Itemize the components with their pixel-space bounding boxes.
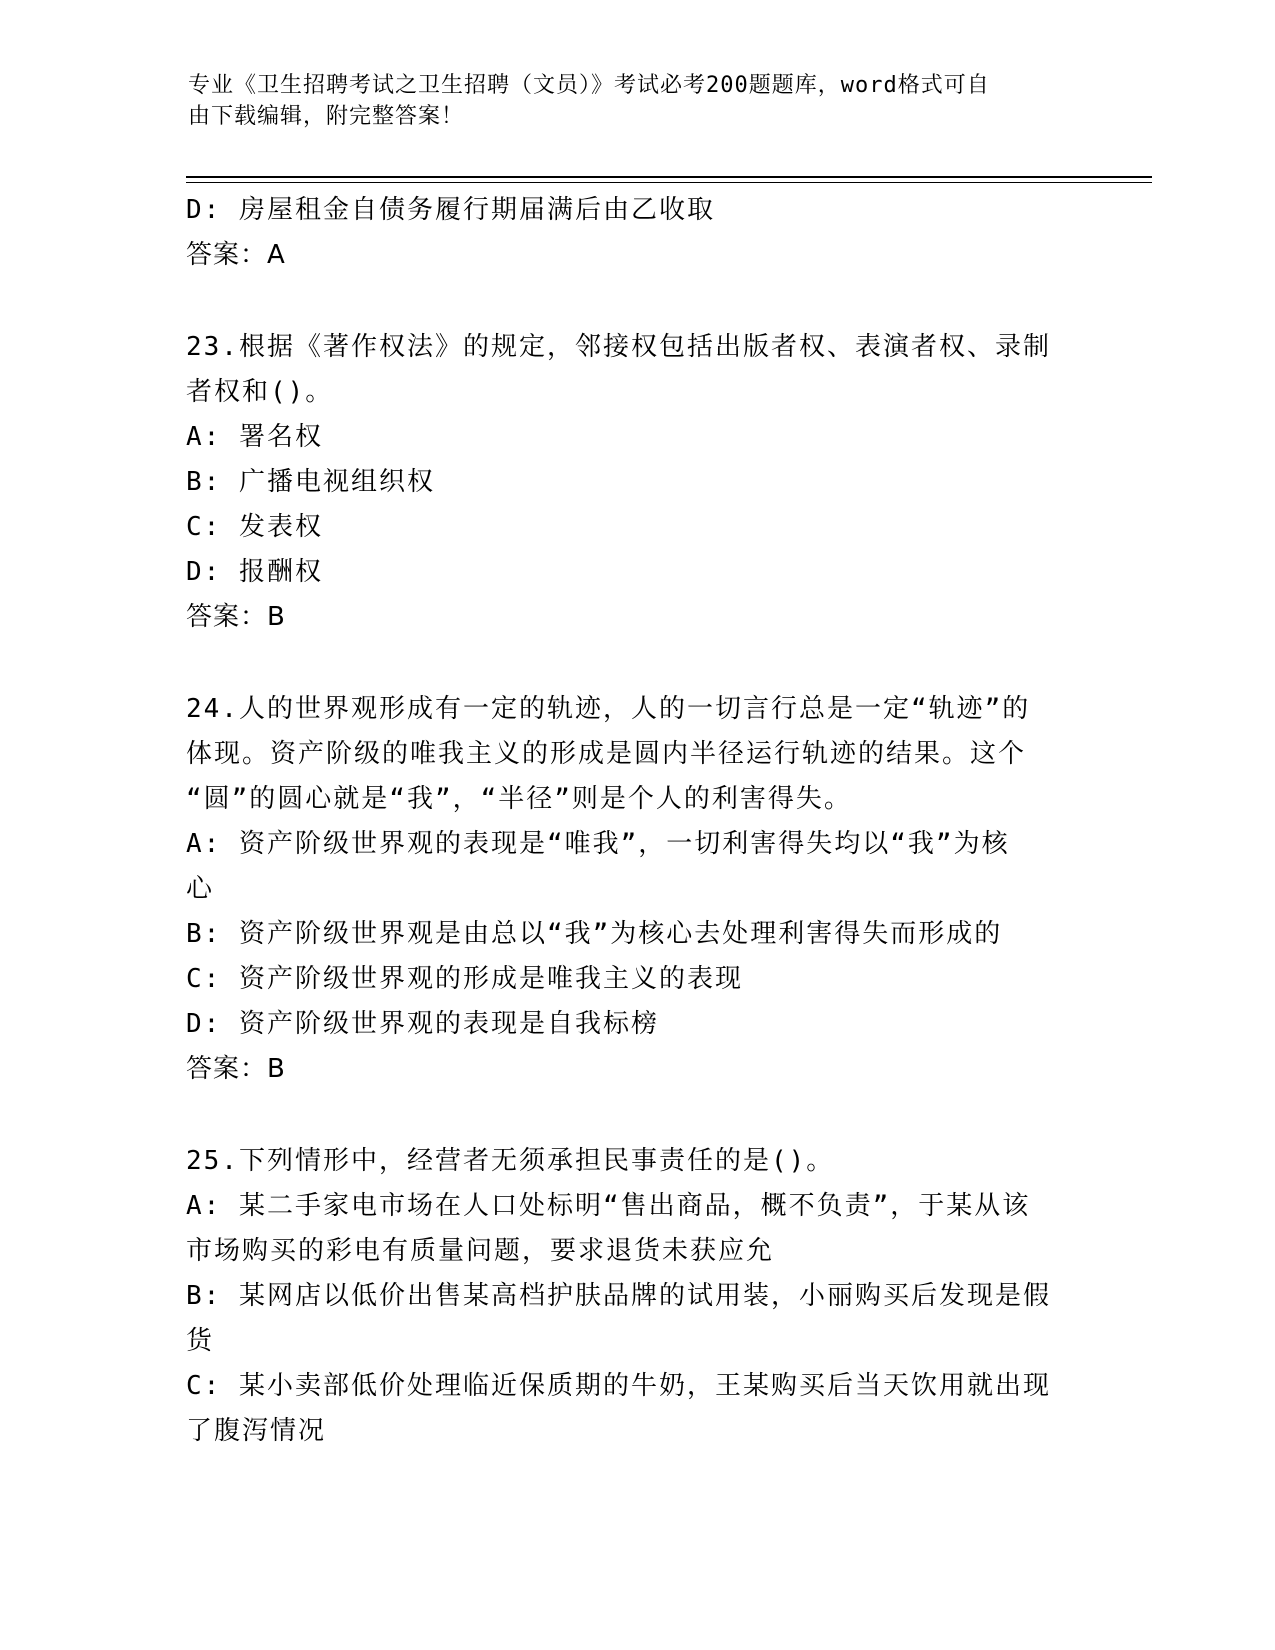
option-d: D: 资产阶级世界观的表现是自我标榜 — [186, 1009, 659, 1039]
option-d: D: 报酬权 — [186, 557, 323, 587]
spacer — [186, 640, 1076, 687]
option-a: A: 资产阶级世界观的表现是“唯我”，一切利害得失均以“我”为核 — [186, 829, 1010, 859]
question-stem-line: 24.人的世界观形成有一定的轨迹，人的一切言行总是一定“轨迹”的 — [186, 694, 1031, 724]
option-b: B: 广播电视组织权 — [186, 467, 435, 497]
option-c: C: 某小卖部低价处理临近保质期的牛奶，王某购买后当天饮用就出现 — [186, 1371, 1051, 1401]
answer-line: 答案：A — [186, 240, 286, 270]
page-header — [188, 70, 1068, 132]
question-25 — [186, 1139, 1076, 1454]
header-line-1: 专业《卫生招聘考试之卫生招聘（文员）》考试必考200题题库，word格式可自 — [188, 73, 990, 98]
answer-line: 答案：B — [186, 602, 286, 632]
header-line-2: 由下载编辑，附完整答案！ — [188, 104, 465, 129]
question-stem-line: 体现。资产阶级的唯我主义的形成是圆内半径运行轨迹的结果。这个 — [186, 739, 1027, 769]
option-b: B: 某网店以低价出售某高档护肤品牌的试用装，小丽购买后发现是假 — [186, 1281, 1051, 1311]
option-c: C: 发表权 — [186, 512, 323, 542]
header-rule-thin — [186, 182, 1152, 183]
answer-line: 答案：B — [186, 1054, 286, 1084]
option-a-continued: 心 — [186, 874, 215, 904]
option-a-continued: 市场购买的彩电有质量问题，要求退货未获应允 — [186, 1236, 775, 1266]
question-stem-line: 23.根据《著作权法》的规定，邻接权包括出版者权、表演者权、录制 — [186, 332, 1051, 362]
option-b: B: 资产阶级世界观是由总以“我”为核心去处理利害得失而形成的 — [186, 919, 1003, 949]
spacer — [186, 1092, 1076, 1139]
spacer — [186, 278, 1076, 325]
question-stem-line: 25.下列情形中，经营者无须承担民事责任的是()。 — [186, 1146, 835, 1176]
option-a: A: 某二手家电市场在人口处标明“售出商品，概不负责”，于某从该 — [186, 1191, 1031, 1221]
question-stem-line: “圆”的圆心就是“我”，“半径”则是个人的利害得失。 — [186, 784, 852, 814]
option-b-continued: 货 — [186, 1326, 215, 1356]
question-23 — [186, 325, 1076, 640]
question-content — [186, 188, 1076, 1454]
question-22-tail — [186, 188, 1076, 278]
question-stem-line: 者权和()。 — [186, 377, 334, 407]
option-d: D: 房屋租金自债务履行期届满后由乙收取 — [186, 195, 715, 225]
option-c: C: 资产阶级世界观的形成是唯我主义的表现 — [186, 964, 743, 994]
header-rule-thick — [186, 176, 1152, 178]
option-c-continued: 了腹泻情况 — [186, 1416, 327, 1446]
question-24 — [186, 687, 1076, 1092]
option-a: A: 署名权 — [186, 422, 323, 452]
